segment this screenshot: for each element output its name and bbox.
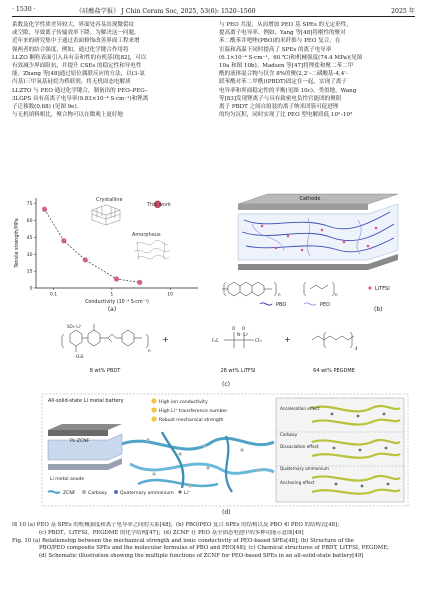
svg-text:F₃C: F₃C xyxy=(212,338,219,343)
body-text-line: 与无机填料相比，聚合物可以在微观上更好地 xyxy=(12,112,123,119)
chemical-structures-panel-c xyxy=(12,316,415,390)
zcnf-schematic-panel-d xyxy=(12,392,415,518)
svg-text:n: n xyxy=(335,292,338,297)
amorphous-inset xyxy=(132,232,170,260)
body-text-line: 离子 PBDT 之间自组装的离子纳米团簇可促进锂 xyxy=(219,103,339,110)
body-text-line: 酰的液体混合物与仅含 8%的聚(2,2'–二磺酸基-4,4'- xyxy=(219,71,348,78)
body-text-line: 强两者的结合强度，例如，通过化学键合作用将 xyxy=(12,46,129,53)
amorphous-label: Amorphous xyxy=(132,232,161,238)
body-text-line: LLZTO 与 PEO 通过化学键合，制备出的 PEO–PEG– xyxy=(12,87,148,94)
svg-text:4: 4 xyxy=(355,346,358,351)
panel-d-label: (d) xyxy=(222,509,231,516)
body-text-line: 联苯酰对苯二甲酰)(PBDT)固定在一起，实现了离子 xyxy=(219,79,347,86)
svg-text:+: + xyxy=(284,335,291,344)
panel-b-label: (b) xyxy=(374,306,383,313)
body-text-line: 等[83]发现锂离子与具有致密电负性官能团的聚阴 xyxy=(219,95,342,102)
caption-line: PBO/PEO composite SPEs and the molecular formulas of PBO and PEO[48]; (c) Chemical structures of PBDT, LiTFSI, PEGDME; xyxy=(39,545,389,552)
body-text-line: LLZO 颗粒表面引入具有亲和性的有机基团[82]，可以 xyxy=(12,54,147,61)
x-tick-label: 0.1 xyxy=(49,292,58,298)
pl-zcnf-label: PL-ZCNF xyxy=(70,439,90,444)
body-text-line: 的均匀沉积，同时实现了比 PEO 型电解质低 10²–10³ xyxy=(219,112,353,119)
pegdme-caption: 64 wt% PEGDME xyxy=(313,368,355,374)
li-anode-label: Li metal anode xyxy=(50,477,85,482)
legend-zcnf: ZCNF xyxy=(63,491,76,496)
svg-text:SO₃⁻Li⁺: SO₃⁻Li⁺ xyxy=(67,324,82,329)
cathode-label: Cathode xyxy=(299,196,321,202)
y-tick-label: 0 xyxy=(29,286,33,292)
caption-line: Fig. 10 (a) Relationship between the mechanical strength and ionic conductivity of PEO-based SPEs[48]; (b) Structure of the xyxy=(12,537,354,544)
chart-panel-a xyxy=(10,190,210,314)
body-text-line: 或空隙，导致离子传输效率下降。为解决这一问题， xyxy=(12,30,140,37)
svg-text:n: n xyxy=(278,292,281,297)
y-tick-label: 45 xyxy=(26,235,33,241)
crystalline-label: Crystalline xyxy=(96,197,123,203)
body-text-line: 丙基)三甲氧基硅烷为桥联剂，将无机固态电解质 xyxy=(12,79,131,86)
page-number: · 1530 · xyxy=(12,6,36,13)
this-work-label: This work xyxy=(147,202,171,208)
page-header xyxy=(12,6,415,16)
body-text-line: 近年来的研究集中于通过表面修饰改善界面工程来增 xyxy=(12,38,140,45)
electrolyte-layer xyxy=(238,204,398,260)
body-text-line: 电导率和界面稳定性的平衡(见图 10c)。类似地，Wang xyxy=(219,87,357,94)
benefit-ion-conductivity: High ion conductivity xyxy=(159,400,208,405)
litfsi-caption: 28 wt% LiTFSI xyxy=(220,368,256,374)
legend-pbo: PBO xyxy=(276,302,287,308)
cathode-layer xyxy=(238,194,398,210)
legend-litfsi: LiTFSI xyxy=(375,286,390,292)
legend-li-ion: Li⁺ xyxy=(184,491,191,496)
reference-point xyxy=(114,276,119,281)
anchoring-effect-label: Anchoring effect xyxy=(280,480,315,485)
y-axis-label: Tensile strength/MPa xyxy=(15,218,20,268)
body-text-line: 3LGPS 具有高离子电导率(9.83×10⁻⁴ S·cm⁻¹)和锂离 xyxy=(12,95,149,102)
legend-peo: PEO xyxy=(320,302,331,308)
panel-b-legend xyxy=(260,286,390,308)
svg-text:O: O xyxy=(242,326,246,331)
fiber-network xyxy=(122,432,274,492)
body-text-line: 能。Zhang 等[48]通过原位偶联反应的方法，以(3-氯 xyxy=(12,71,145,78)
pbdt-caption: 8 wt% PBDT xyxy=(89,368,121,374)
right-text-column xyxy=(219,21,415,119)
legend-carboxy: Carboxy xyxy=(88,491,107,496)
x-tick-label: 1 xyxy=(110,292,114,298)
crystalline-inset xyxy=(92,197,123,225)
x-axis-label: Conductivity (10⁻⁴ S·cm⁻¹) xyxy=(85,300,149,305)
benefit-transference: High Li⁺ transference number xyxy=(159,409,228,414)
inset-carboxy-label: Carboxy xyxy=(280,432,298,437)
body-text-line: 有效减少界面阻抗，并提升 CSEs 的稳定性和导电性 xyxy=(12,62,142,69)
panel-a-label: (a) xyxy=(107,306,117,313)
battery-title: All-solid-state Li metal battery xyxy=(48,398,124,404)
body-text-line: 室温和高温下同时提高了 SPEs 的离子电导率 xyxy=(219,46,332,53)
benefit-list xyxy=(151,398,227,423)
svg-text:N⁻ Li⁺: N⁻ Li⁺ xyxy=(237,332,249,337)
svg-text:+: + xyxy=(162,335,169,344)
axis-lines xyxy=(36,198,198,288)
reference-point xyxy=(42,207,47,212)
reference-point xyxy=(137,280,142,285)
pegdme-structure xyxy=(312,332,354,348)
dissociation-effect-label: Dissociation effect xyxy=(280,444,319,449)
caption-line: (c) PBDT、LiTFSI、PEGDME 的化学结构[47]；(d) ZCNF 在 PEO 基全固态电池中的多种功能示意图[49] xyxy=(39,529,304,536)
svg-text:CF₃: CF₃ xyxy=(255,338,262,343)
chart-axes xyxy=(14,198,198,305)
y-tick-label: 75 xyxy=(26,202,33,208)
figure-caption xyxy=(12,522,415,561)
composite-panel-b xyxy=(218,190,416,314)
x-tick-label: 10 xyxy=(167,292,174,298)
reference-point xyxy=(83,257,88,262)
reference-point xyxy=(61,238,66,243)
body-text-line: 子迁移数(0.68) (见图 9e)。 xyxy=(12,103,83,110)
svg-text:O: O xyxy=(232,326,236,331)
body-text-line: 系数及化学性质差异较大，界面处容易出现微裂纹 xyxy=(12,22,135,28)
body-text-line: 与 PEO 共混，从而增加 PEO 基 SPEs 的无定形性， xyxy=(219,22,352,28)
y-tick-label: 30 xyxy=(26,252,33,258)
svg-text:⁻O₃S: ⁻O₃S xyxy=(74,354,84,359)
acceleration-effect-label: Acceleration effect xyxy=(280,406,320,411)
y-tick-label: 60 xyxy=(26,219,33,225)
body-text-line: (6.1×10⁻⁴ S·cm⁻¹，60 ℃)和机械强度(74.4 MPa)(见图 xyxy=(219,54,363,61)
body-text-line: 提高离子电导率。例如，Yang 等[48]将刚性的聚对 xyxy=(219,30,346,37)
battery-stack xyxy=(48,424,122,482)
inset-ammonium-label: Quaternary ammonium xyxy=(280,466,329,471)
y-tick-label: 15 xyxy=(26,269,33,275)
body-text-line: 10a 和图 10b)。Madsen 等[47]将锂盐和聚二苯二甲 xyxy=(219,62,354,69)
panel-d-legend xyxy=(48,490,191,496)
svg-text:n: n xyxy=(148,348,151,353)
legend-quaternary-ammonium: Quaternary ammonium xyxy=(120,491,174,496)
journal-reference: 《硅酸盐学报》 J Chin Ceram Soc, 2025, 53(6): 1520–1560 xyxy=(76,8,256,15)
body-text-line: 苯二酰苯并吧唑(PBO)的米纤维与 PEO 复合，在 xyxy=(219,38,341,45)
caption-line: 图 10 (a) PEO 基 SPEs 的机械强度和离子电导率之间的关系[48]；(b) PBO/PEO 复合 SPEs 的结构以及 PBO 和 PEO 的结构式[48]； xyxy=(12,522,343,528)
effects-inset xyxy=(276,398,404,502)
panel-c-label: (c) xyxy=(222,381,230,388)
publication-year: 2025 年 xyxy=(391,8,415,15)
header-rule xyxy=(12,16,415,17)
left-text-column xyxy=(12,21,208,119)
benefit-mechanical: Robust mechanical strength xyxy=(159,418,224,423)
caption-line: (d) Schematic illustration showing the multiple functions of ZCNF for PEO-based SPEs in an all-solid-state battery[49] xyxy=(39,553,364,560)
